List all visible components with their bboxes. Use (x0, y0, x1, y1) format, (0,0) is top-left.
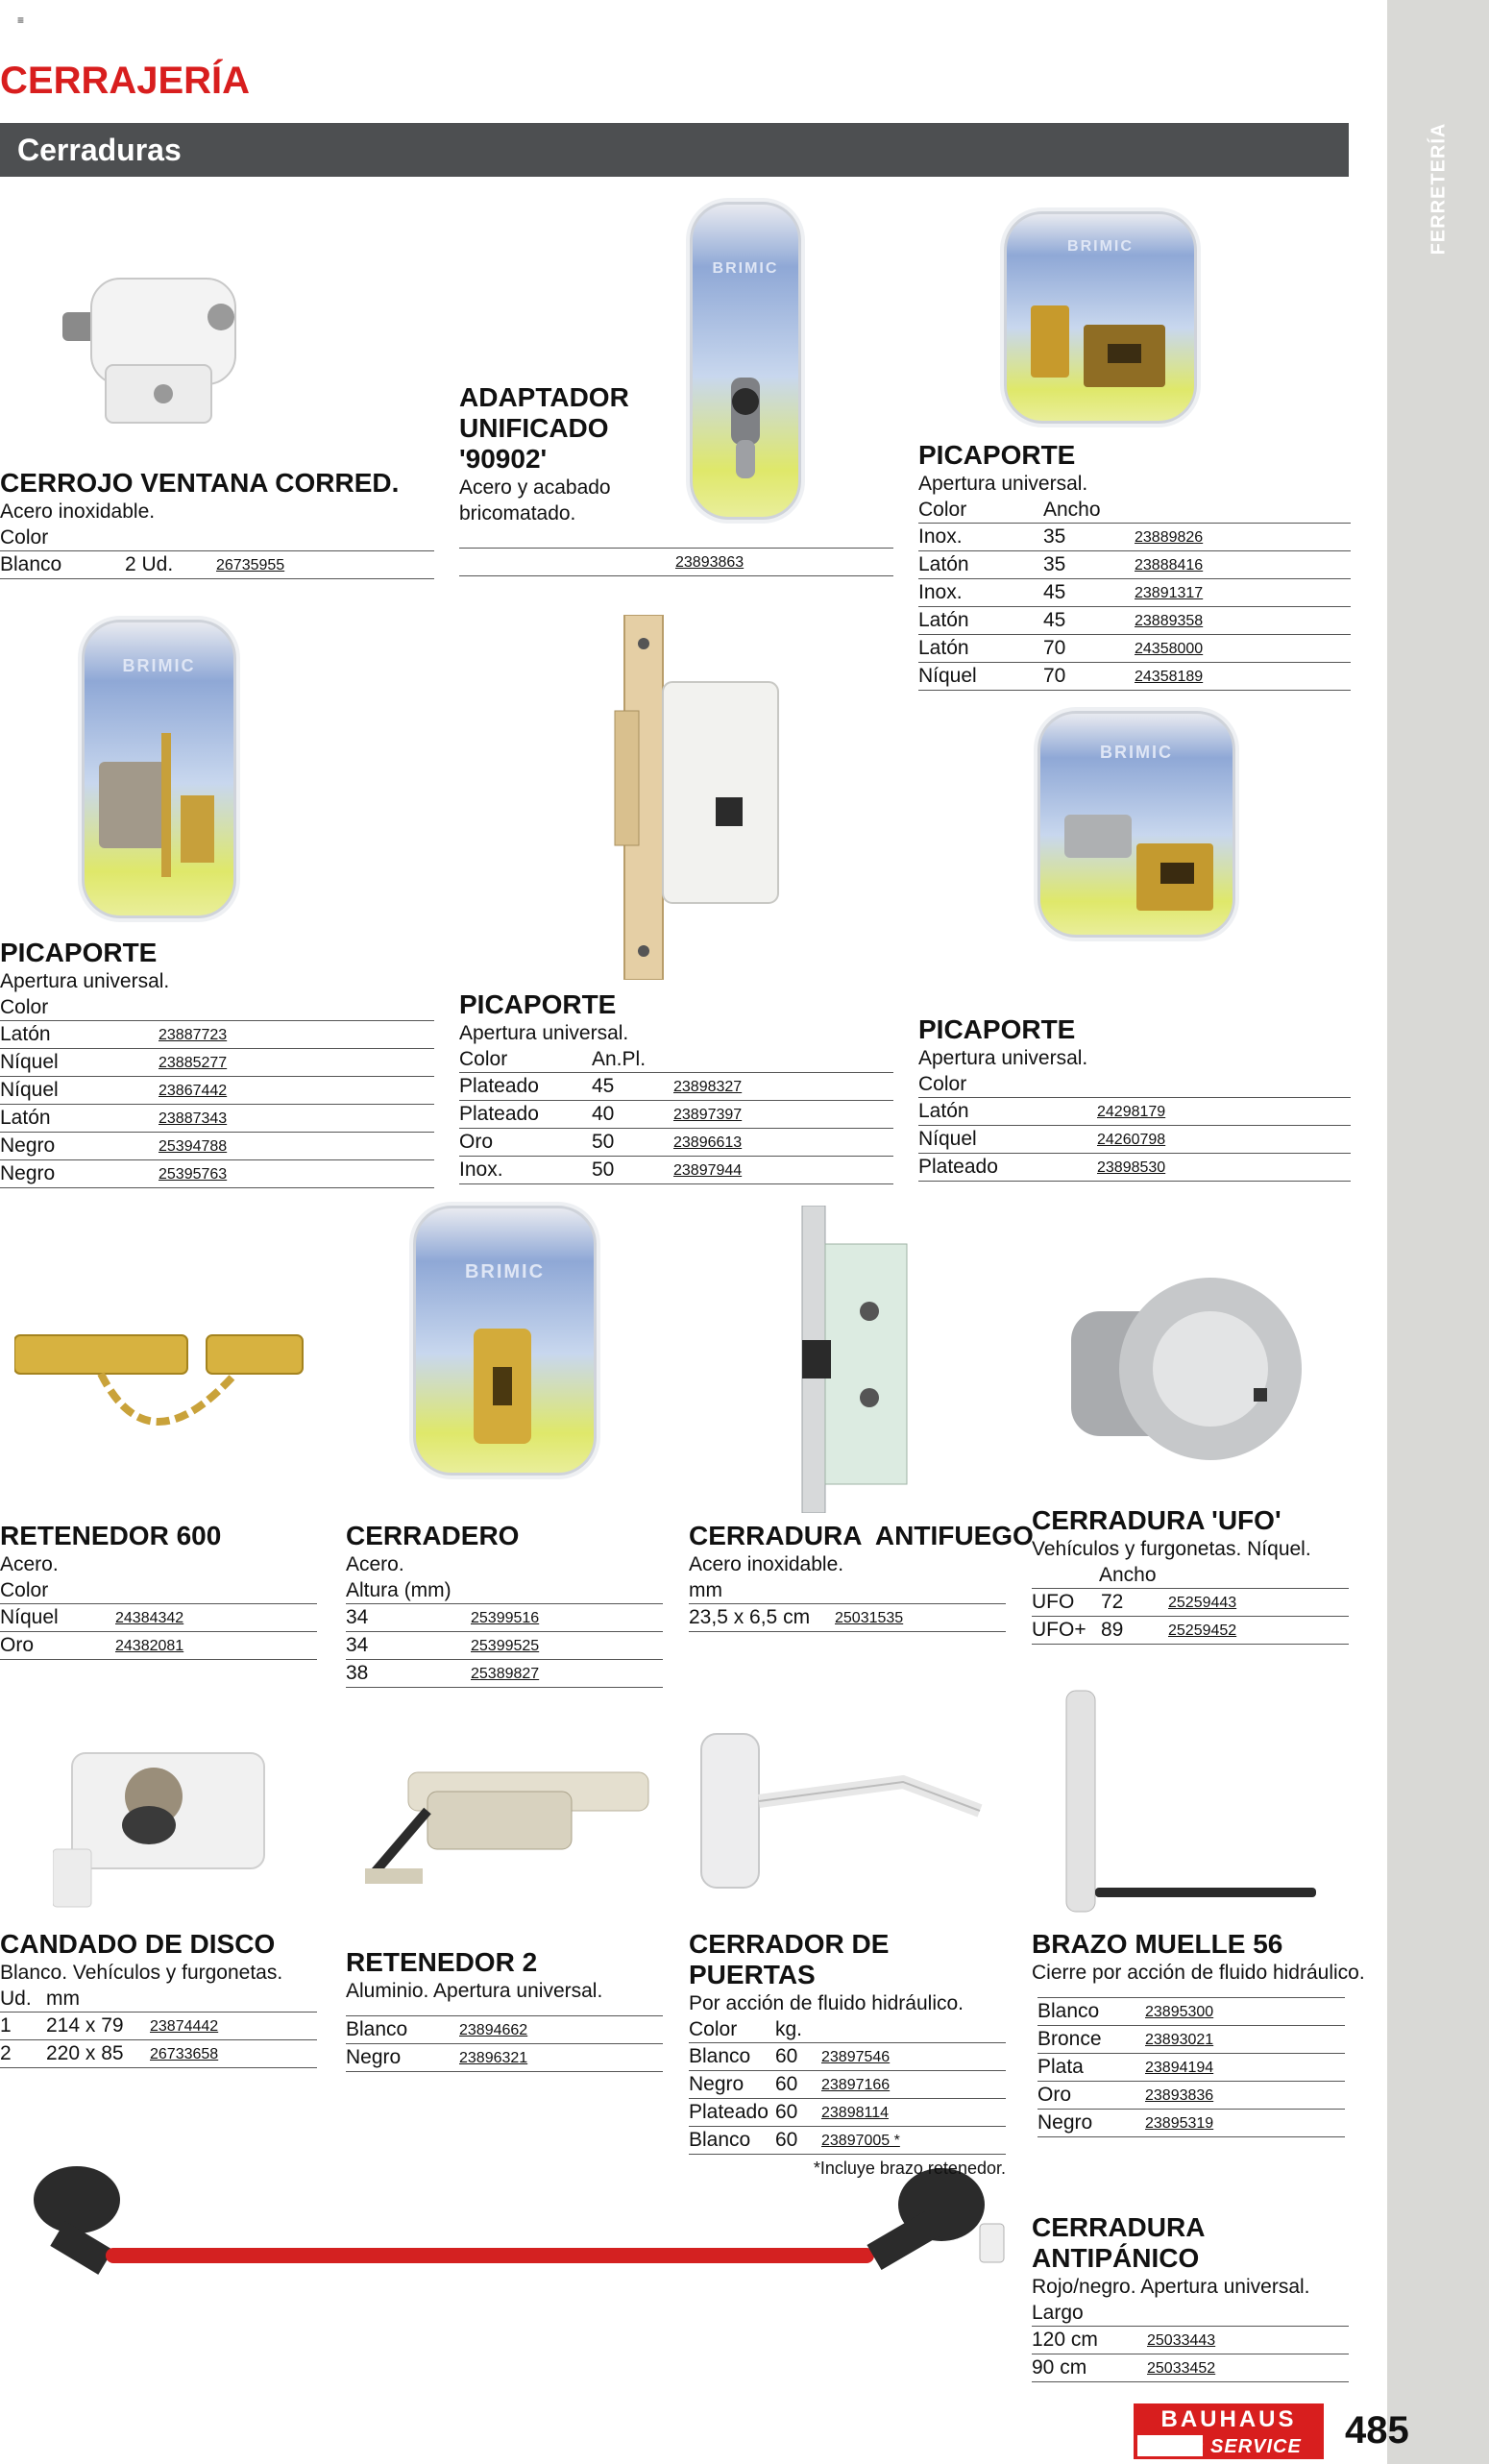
menu-mark: ≡ (17, 13, 25, 27)
product-title: PICAPORTE (918, 440, 1076, 470)
product-desc: Acero inoxidable. (689, 1553, 844, 1575)
table-header: Color (0, 526, 49, 549)
table-header: Color kg. (689, 2018, 803, 2040)
product-title: PICAPORTE (459, 989, 617, 1019)
table-header: Altura (mm) (346, 1579, 452, 1601)
product-table (0, 550, 434, 579)
product-table (689, 2042, 1006, 2155)
table-row: Latón 23887723 (0, 1021, 434, 1049)
sidebar-label (1410, 122, 1468, 259)
table-row: Níquel 23885277 (0, 1049, 434, 1077)
product-desc: Rojo/negro. Apertura universal. (1032, 2276, 1310, 2298)
table-row: Níquel 24384342 (0, 1604, 317, 1632)
product-image-cerrojo (53, 221, 274, 432)
product-image-candado-disco (53, 1715, 274, 1916)
table-row: 90 cm 25033452 (1032, 2354, 1349, 2382)
product-title: RETENEDOR 600 (0, 1521, 222, 1550)
table-row: Negro 25395763 (0, 1160, 434, 1188)
product-picaporte-d (918, 1014, 1351, 1182)
product-desc: Cierre por acción de fluido hidráulico. (1032, 1962, 1365, 1984)
table-row: Oro 50 23896613 (459, 1129, 893, 1157)
table-row: 34 25399516 (346, 1604, 663, 1632)
product-picaporte-c (459, 989, 893, 1184)
product-table (0, 2012, 317, 2068)
product-image-picaporte-3 (596, 615, 788, 980)
product-desc: Acero y acabado bricomatado. (459, 476, 611, 525)
product-image-picaporte-1: BRIMIC (1004, 211, 1197, 424)
product-picaporte-a (918, 440, 1351, 691)
product-title: CERRADOR DE PUERTAS (689, 1929, 890, 1989)
table-row: Plateado 40 23897397 (459, 1101, 893, 1129)
product-title: BRAZO MUELLE 56 (1032, 1929, 1283, 1959)
product-adaptador (459, 382, 893, 576)
product-title: CERRADURA 'UFO' (1032, 1505, 1282, 1535)
product-cerradero (346, 1521, 663, 1688)
logo-line2: PRO SERVICE (1159, 2436, 1302, 2457)
table-row: 2 220 x 85 26733658 (0, 2040, 317, 2068)
table-row: 23893863 (459, 549, 893, 576)
product-table (1037, 1997, 1345, 2137)
table-row: Plateado 60 23898114 (689, 2099, 1006, 2127)
table-row: Blanco 23894662 (346, 2016, 663, 2044)
product-desc: Acero inoxidable. (0, 500, 156, 523)
table-row: Blanco 60 23897546 (689, 2043, 1006, 2071)
table-header: Color An.Pl. (459, 1048, 647, 1070)
product-desc: Apertura universal. (918, 473, 1088, 495)
product-table (459, 548, 893, 576)
table-row: Inox. 35 23889826 (918, 524, 1351, 551)
product-title: CERRADURA ANTIFUEGO (689, 1521, 1034, 1550)
product-title: PICAPORTE (918, 1014, 1076, 1044)
table-row: Latón 70 24358000 (918, 635, 1351, 663)
table-row: Níquel 24260798 (918, 1126, 1351, 1154)
table-row: Blanco 2 Ud. 26735955 (0, 551, 434, 579)
table-header: Color (0, 1579, 49, 1601)
product-desc: Vehículos y furgonetas. Níquel. (1032, 1538, 1311, 1560)
table-row: Negro 25394788 (0, 1133, 434, 1160)
product-table (346, 1603, 663, 1688)
product-picaporte-b (0, 938, 434, 1188)
table-row: Negro 60 23897166 (689, 2071, 1006, 2099)
table-row: Plata 23894194 (1037, 2054, 1345, 2082)
product-title: PICAPORTE (0, 938, 158, 967)
table-row: Níquel 23867442 (0, 1077, 434, 1105)
table-row: Bronce 23893021 (1037, 2026, 1345, 2054)
table-row: Níquel 70 24358189 (918, 663, 1351, 691)
product-desc: Por acción de fluido hidráulico. (689, 1992, 964, 2014)
product-title: CANDADO DE DISCO (0, 1929, 276, 1959)
table-row: Latón 23887343 (0, 1105, 434, 1133)
product-image-retenedor-600 (14, 1316, 307, 1460)
product-image-picaporte-4: BRIMIC (1037, 711, 1235, 938)
table-row: Blanco 60 23897005 * (689, 2127, 1006, 2155)
sidebar-label-text: FERRETERÍA (1428, 122, 1450, 256)
table-row: Latón 45 23889358 (918, 607, 1351, 635)
product-brazo-muelle (1032, 1929, 1365, 2137)
table-row: Latón 24298179 (918, 1098, 1351, 1126)
product-image-brazo-muelle (1057, 1686, 1326, 1916)
product-table (0, 1603, 317, 1660)
product-table (1032, 2326, 1349, 2382)
bauhaus-logo (1134, 2403, 1324, 2459)
product-desc: Apertura universal. (0, 970, 170, 992)
section-title: CERRAJERÍA (0, 60, 251, 102)
table-row: 120 cm 25033443 (1032, 2327, 1349, 2354)
product-title: CERROJO VENTANA CORRED. (0, 468, 400, 498)
product-retenedor-2 (346, 1947, 663, 2072)
product-table (0, 1020, 434, 1188)
table-header: Color (918, 1073, 967, 1095)
table-row: 23,5 x 6,5 cm 25031535 (689, 1604, 1006, 1632)
footnote: *Incluye brazo retenedor. (813, 2159, 1006, 2178)
product-desc: Acero. (346, 1553, 404, 1575)
product-table (918, 523, 1351, 691)
table-row: Plateado 23898530 (918, 1154, 1351, 1182)
product-cerrojo (0, 468, 434, 579)
product-retenedor-600 (0, 1521, 317, 1660)
product-desc: Blanco. Vehículos y furgonetas. (0, 1962, 283, 1984)
product-candado-disco (0, 1929, 317, 2068)
table-row: Negro 23895319 (1037, 2110, 1345, 2137)
product-cerrador-puertas (689, 1929, 1006, 2179)
subsection-title: Cerraduras (17, 133, 182, 167)
product-title: RETENEDOR 2 (346, 1947, 538, 1977)
table-row: 34 25399525 (346, 1632, 663, 1660)
product-cerradura-antipanico (1032, 2212, 1349, 2382)
table-row: UFO 72 25259443 (1032, 1589, 1349, 1617)
table-row: Oro 24382081 (0, 1632, 317, 1660)
table-row: Oro 23893836 (1037, 2082, 1345, 2110)
product-desc: Apertura universal. (918, 1047, 1088, 1069)
table-header: Ud. mm (0, 1988, 80, 2010)
table-row: UFO+ 89 25259452 (1032, 1617, 1349, 1645)
product-desc: Aluminio. Apertura universal. (346, 1980, 603, 2002)
product-title: CERRADERO (346, 1521, 520, 1550)
product-table (1032, 1588, 1349, 1645)
product-image-adaptador: BRIMIC (690, 202, 801, 520)
product-cerradura-ufo (1032, 1505, 1349, 1645)
product-image-cerradura-antifuego (793, 1206, 917, 1513)
product-image-cerradero: BRIMIC (413, 1206, 597, 1476)
product-table (346, 2015, 663, 2072)
product-title: ADAPTADOR UNIFICADO '90902' (459, 382, 629, 474)
subsection-bar (0, 123, 1349, 177)
table-row: Inox. 45 23891317 (918, 579, 1351, 607)
table-row: Latón 35 23888416 (918, 551, 1351, 579)
table-row: 38 25389827 (346, 1660, 663, 1688)
product-cerradura-antifuego (689, 1521, 1034, 1632)
product-table (459, 1072, 893, 1184)
logo-line1: BAUHAUS (1160, 2406, 1297, 2432)
product-image-picaporte-2: BRIMIC (82, 620, 236, 918)
product-desc: Acero. (0, 1553, 59, 1575)
table-header: Largo (1032, 2302, 1084, 2324)
table-row: 1 214 x 79 23874442 (0, 2013, 317, 2040)
table-header: Ancho (1099, 1564, 1157, 1586)
product-image-retenedor-2 (351, 1753, 658, 1892)
sidebar (1387, 0, 1489, 2464)
product-desc: Apertura universal. (459, 1022, 629, 1044)
page-number: 485 (1345, 2409, 1409, 2452)
table-row: Inox. 50 23897944 (459, 1157, 893, 1184)
product-table (918, 1097, 1351, 1182)
table-row: Plateado 45 23898327 (459, 1073, 893, 1101)
product-title: CERRADURA ANTIPÁNICO (1032, 2212, 1205, 2273)
table-header: Color (0, 996, 49, 1018)
table-row: Negro 23896321 (346, 2044, 663, 2072)
table-header: Color Ancho (918, 499, 1101, 521)
product-image-cerradura-ufo (1066, 1254, 1316, 1503)
table-header: mm (689, 1579, 722, 1601)
table-row: Blanco 23895300 (1037, 1998, 1345, 2026)
product-table (689, 1603, 1006, 1632)
product-image-cerrador-puertas (692, 1724, 989, 1892)
